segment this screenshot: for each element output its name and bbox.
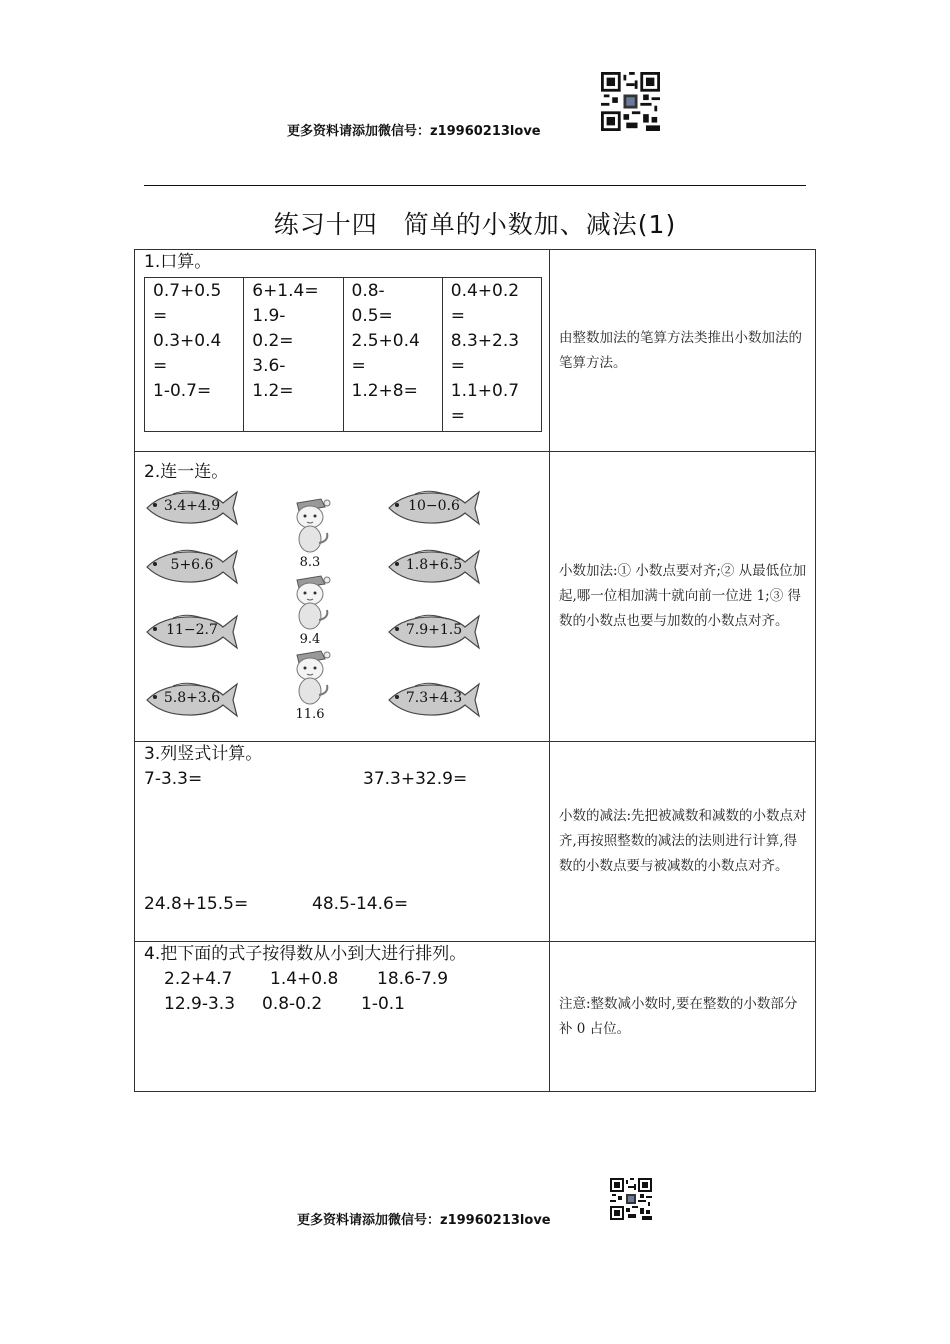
mental-math-column [343, 278, 442, 432]
section-3-content [135, 742, 550, 942]
math-line: 2.5+0.4 [351, 331, 420, 351]
fish-expression: 11−2.7 [166, 622, 218, 638]
mental-math-column [244, 278, 343, 432]
calc-problem: 7-3.3= [144, 769, 203, 789]
cat-number: 9.4 [299, 632, 321, 647]
section-3-tip-cell [550, 742, 816, 942]
calc-line-1 [135, 767, 549, 792]
mental-math-grid [144, 277, 542, 432]
math-line: = [153, 356, 168, 376]
cat-number: 11.6 [295, 707, 325, 722]
mental-math-column [442, 278, 541, 432]
fish-card[interactable] [143, 681, 239, 719]
header-divider [144, 185, 806, 186]
section-3-row [135, 742, 816, 942]
math-line: 1.1+0.7 [450, 381, 520, 401]
cat-icon [285, 649, 335, 707]
section-4-heading: 4.把下面的式子按得数从小到大进行排列。 [144, 944, 467, 964]
section-2-tip: 小数加法:① 小数点要对齐;② 从最低位加起,哪一位相加满十就向前一位进 1;③ 得数的小数点也要与加数的小数点对齐。 [559, 563, 807, 629]
order-expression: 18.6-7.9 [377, 969, 449, 989]
math-line: = [450, 406, 465, 426]
calc-problem: 24.8+15.5= [144, 894, 249, 914]
fish-card[interactable] [385, 681, 481, 719]
section-1-tip: 由整数加法的笔算方法类推出小数加法的笔算方法。 [559, 329, 802, 371]
section-2-row [135, 452, 816, 742]
math-line: 0.8- [351, 281, 385, 301]
section-3-heading: 3.列竖式计算。 [144, 744, 263, 764]
mental-math-column [145, 278, 244, 432]
order-expression: 12.9-3.3 [164, 994, 236, 1014]
cat-card[interactable] [285, 649, 335, 722]
qr-code-icon [601, 72, 660, 131]
order-expression: 0.8-0.2 [262, 994, 323, 1014]
section-2-heading: 2.连一连。 [144, 462, 229, 482]
calc-problem: 48.5-14.6= [312, 894, 409, 914]
section-4-content [135, 942, 550, 1092]
math-line: 0.3+0.4 [153, 331, 222, 351]
cat-icon [285, 497, 335, 555]
calc-line-2 [135, 892, 549, 917]
math-line: 0.2= [252, 331, 294, 351]
math-line: = [450, 306, 465, 326]
order-expression: 1.4+0.8 [270, 969, 339, 989]
qr-code-icon [610, 1178, 652, 1220]
math-line: 0.4+0.2 [450, 281, 520, 301]
fish-expression: 7.9+1.5 [405, 622, 463, 638]
matching-area [135, 485, 549, 732]
math-line: 1-0.7= [153, 381, 212, 401]
math-line: 6+1.4= [252, 281, 319, 301]
order-expression: 2.2+4.7 [164, 969, 233, 989]
fish-card[interactable] [143, 489, 239, 527]
section-4-row [135, 942, 816, 1092]
fish-expression: 5+6.6 [170, 557, 214, 573]
order-expression: 1-0.1 [361, 994, 405, 1014]
exercise-table [134, 249, 816, 1092]
cat-icon [285, 574, 335, 632]
math-line: = [351, 356, 366, 376]
section-2-tip-cell [550, 452, 816, 742]
header-wechat-note: 更多资料请添加微信号：z19960213love [287, 124, 541, 139]
math-line: 1.2= [252, 381, 294, 401]
section-3-tip: 小数的减法:先把被减数和减数的小数点对齐,再按照整数的减法的法则进行计算,得数的小数点要与被减数的小数点对齐。 [559, 808, 807, 874]
fish-expression: 3.4+4.9 [163, 498, 221, 514]
calc-problem: 37.3+32.9= [363, 769, 468, 789]
footer-wechat-note: 更多资料请添加微信号：z19960213love [297, 1213, 551, 1228]
math-line: 0.7+0.5 [153, 281, 222, 301]
math-line: 8.3+2.3 [450, 331, 520, 351]
section-4-tip: 注意:整数减小数时,要在整数的小数部分补 0 占位。 [559, 995, 798, 1037]
fish-card[interactable] [385, 489, 481, 527]
fish-card[interactable] [143, 548, 239, 586]
math-line: 1.2+8= [351, 381, 418, 401]
math-line: = [153, 306, 168, 326]
fish-card[interactable] [385, 613, 481, 651]
cat-card[interactable] [285, 574, 335, 647]
math-line: 1.9- [252, 306, 286, 326]
fish-expression: 5.8+3.6 [163, 690, 221, 706]
cat-number: 8.3 [299, 555, 321, 570]
section-1-heading: 1.口算。 [144, 252, 212, 272]
order-row-2 [135, 992, 549, 1017]
fish-expression: 1.8+6.5 [405, 557, 463, 573]
section-2-content [135, 452, 550, 742]
fish-card[interactable] [143, 613, 239, 651]
section-1-content [135, 250, 550, 452]
math-line: 3.6- [252, 356, 286, 376]
section-1-tip-cell [550, 250, 816, 452]
fish-card[interactable] [385, 548, 481, 586]
math-line: 0.5= [351, 306, 393, 326]
fish-expression: 10−0.6 [408, 498, 460, 514]
cat-card[interactable] [285, 497, 335, 570]
order-row-1 [135, 967, 549, 992]
fish-expression: 7.3+4.3 [405, 690, 463, 706]
section-1-row [135, 250, 816, 452]
section-4-tip-cell [550, 942, 816, 1092]
page-title: 练习十四 简单的小数加、减法(1) [273, 210, 677, 239]
math-line: = [450, 356, 465, 376]
